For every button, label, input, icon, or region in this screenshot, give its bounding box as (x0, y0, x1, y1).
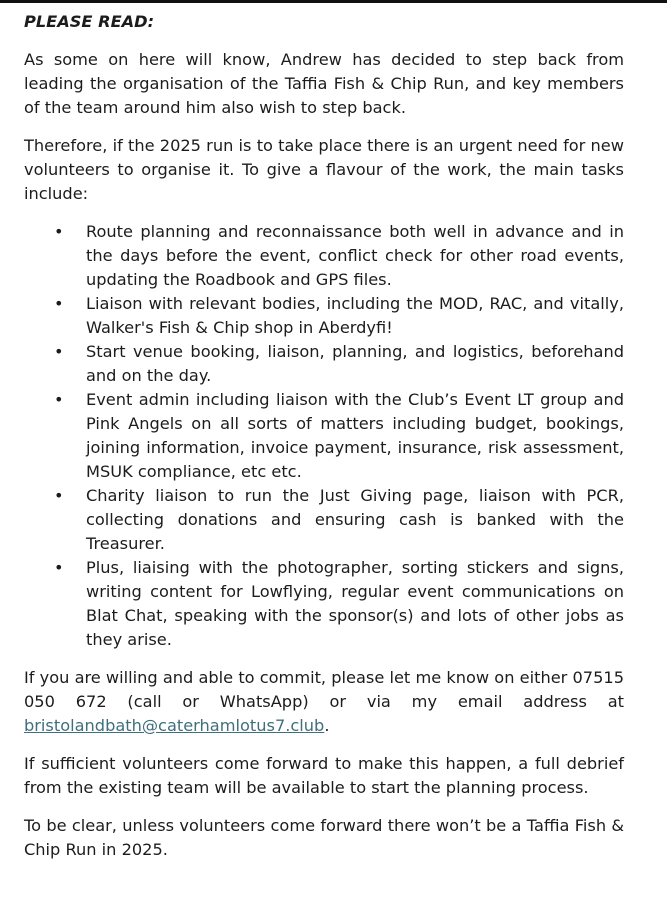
top-border (0, 0, 667, 3)
bullet-icon: • (54, 342, 64, 361)
contact-text: If you are willing and able to commit, please let me know on either 07515 050 672 (call or WhatsApp) or via my email address at (24, 668, 624, 711)
task-item (54, 556, 624, 652)
bullet-icon: • (54, 486, 64, 505)
debrief-paragraph: If sufficient volunteers come forward to make this happen, a full debrief from the existing team will be available to start the planning process. (24, 754, 624, 797)
intro-paragraph: As some on here will know, Andrew has decided to step back from leading the organisation of the Taffia Fish & Chip Run, and key members of the team around him also wish to step back. (24, 50, 624, 117)
bullet-icon: • (54, 294, 64, 313)
task-text: Charity liaison to run the Just Giving page, liaison with PCR, collecting donations and ensuring cash is banked with the Treasurer. (86, 486, 624, 553)
bullet-icon: • (54, 390, 64, 409)
task-item (54, 484, 624, 556)
bullet-icon: • (54, 222, 64, 241)
contact-paragraph (24, 666, 624, 738)
email-link[interactable]: bristolandbath@caterhamlotus7.club (24, 716, 325, 735)
task-item (54, 388, 624, 484)
task-text: Start venue booking, liaison, planning, and logistics, beforehand and on the day. (86, 342, 624, 385)
task-item (54, 292, 624, 340)
task-item (54, 220, 624, 292)
contact-end: . (324, 716, 330, 735)
task-item (54, 340, 624, 388)
notice-heading: PLEASE READ: (24, 12, 155, 31)
task-text: Route planning and reconnaissance both well in advance and in the days before the event, conflict check for other road events, updating the Roadbook and GPS files. (86, 222, 624, 289)
warning-paragraph: To be clear, unless volunteers come forward there won’t be a Taffia Fish & Chip Run in 2025. (24, 816, 624, 859)
task-text: Plus, liaising with the photographer, sorting stickers and signs, writing content for Lowflying, regular event communications on Blat Chat, speaking with the sponsor(s) and lots of other jobs as they arise. (86, 558, 624, 649)
task-text: Liaison with relevant bodies, including the MOD, RAC, and vitally, Walker's Fish & Chip shop in Aberdyfi! (86, 294, 624, 337)
bullet-icon: • (54, 558, 64, 577)
need-paragraph: Therefore, if the 2025 run is to take place there is an urgent need for new volunteers to organise it. To give a flavour of the work, the main tasks include: (24, 136, 624, 203)
task-text: Event admin including liaison with the Club’s Event LT group and Pink Angels on all sorts of matters including budget, bookings, joining information, invoice payment, insurance, risk assessment, MSUK compliance, etc etc. (86, 390, 624, 481)
task-list (24, 220, 624, 652)
notice-document (24, 10, 624, 876)
